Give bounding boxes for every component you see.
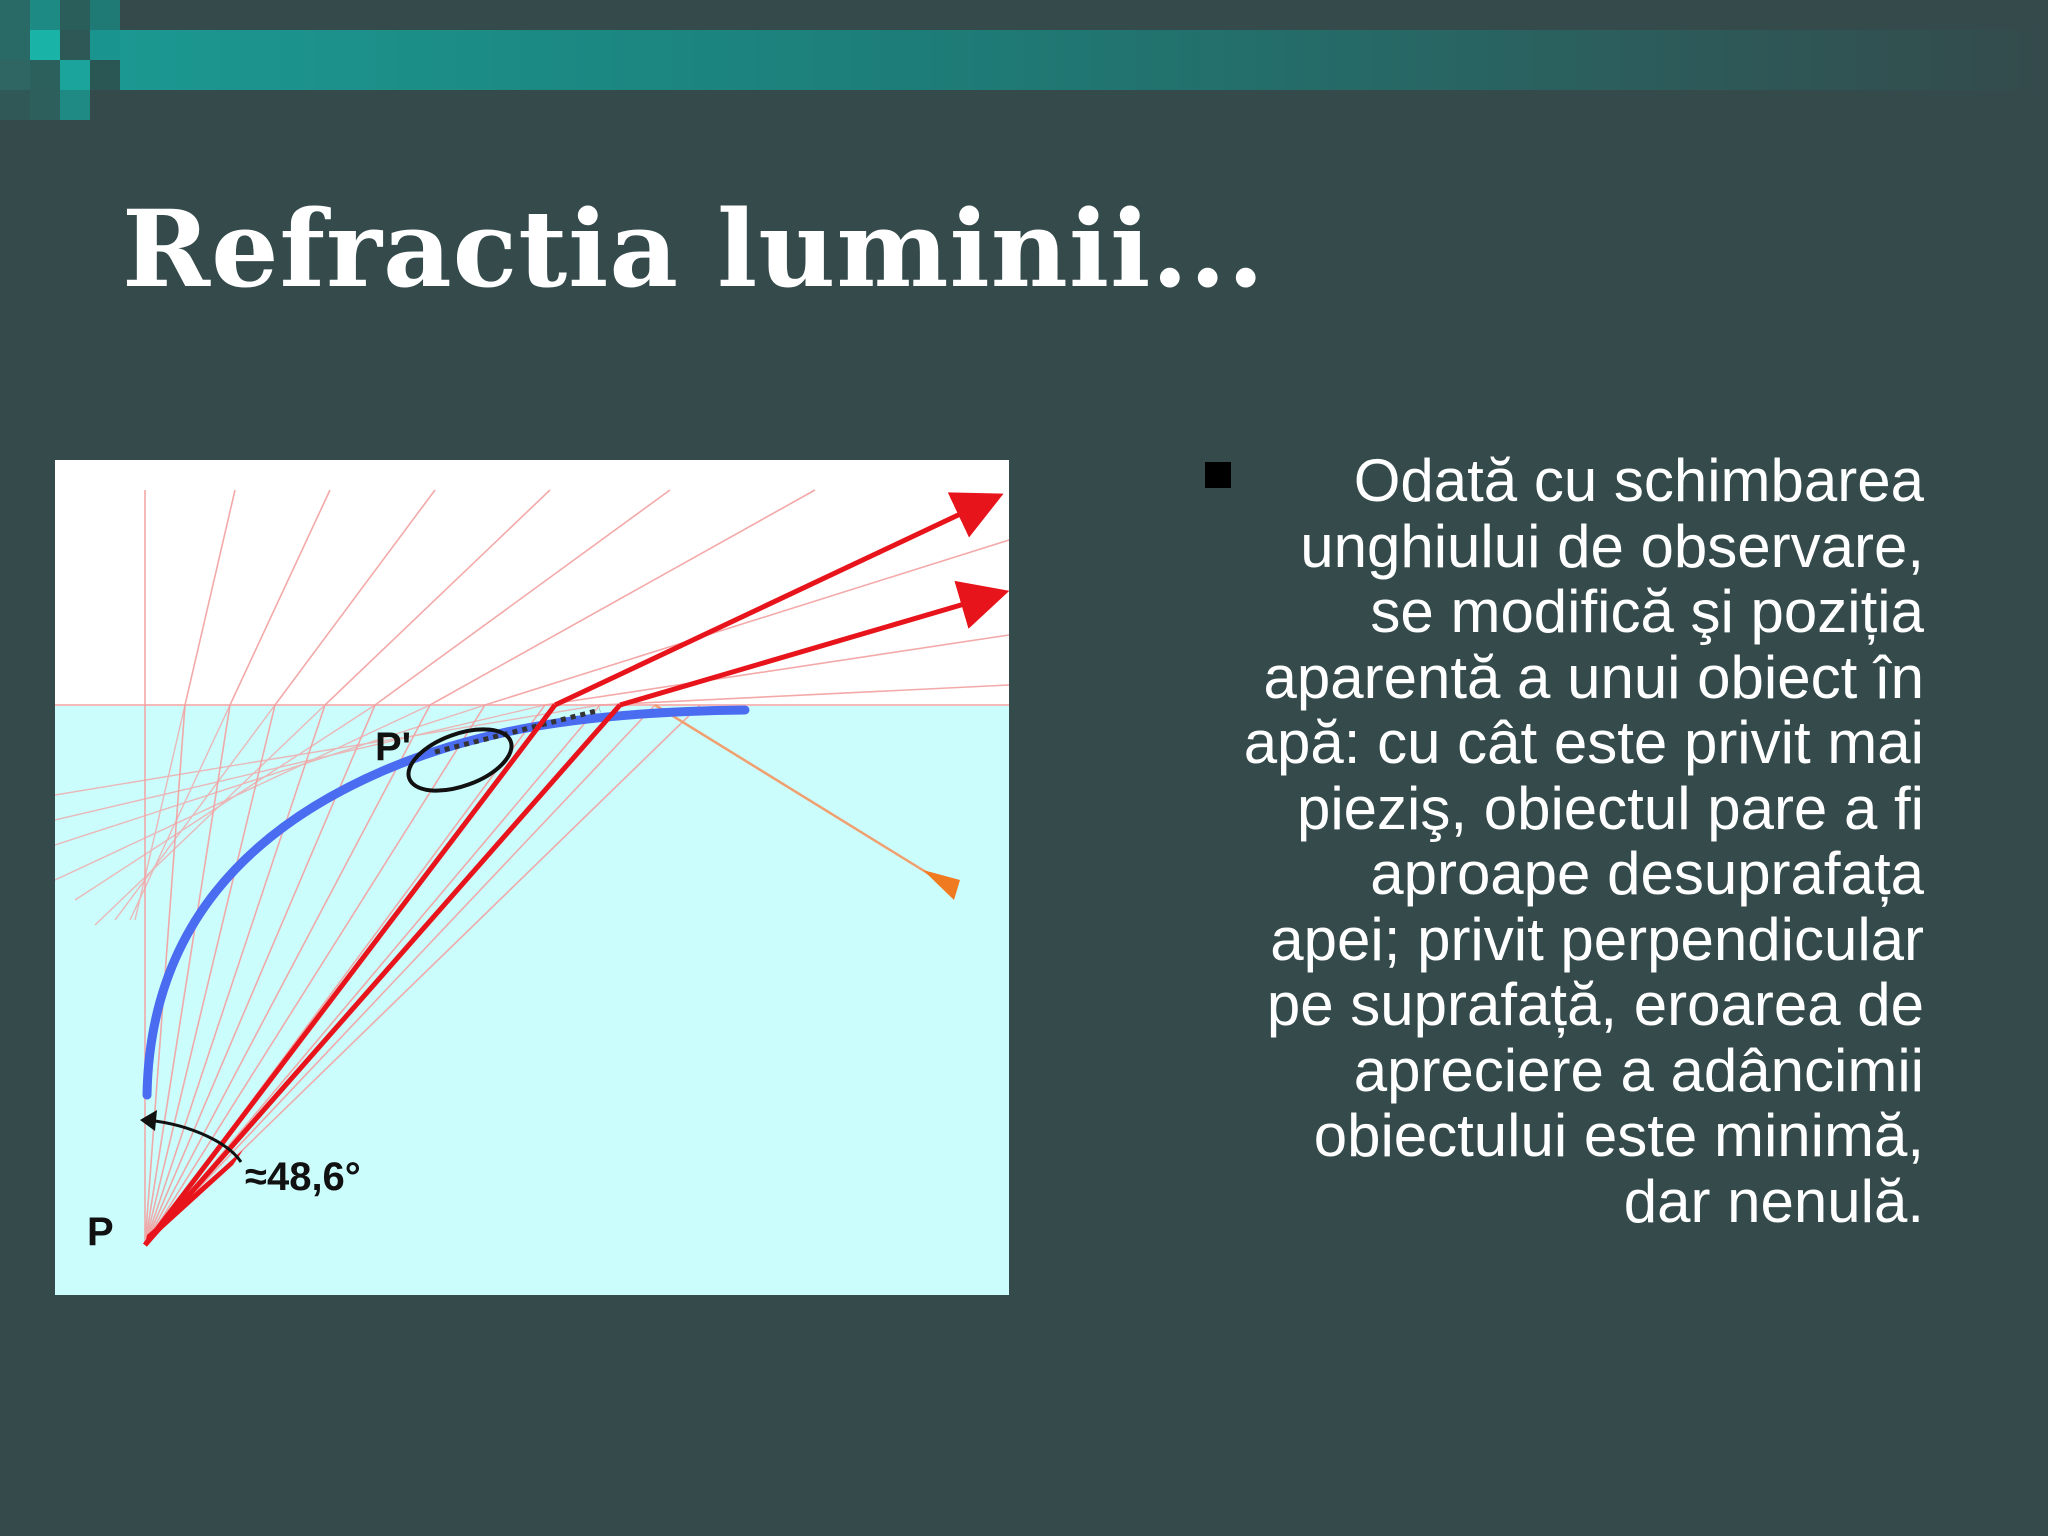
refraction-diagram-svg <box>55 460 1009 1295</box>
label-object-point: P <box>87 1210 114 1254</box>
bullet-item <box>1100 448 1924 1234</box>
slide-title: Refractia luminii... <box>122 186 1266 311</box>
refraction-diagram <box>55 460 1009 1295</box>
square-bullet-icon <box>1205 462 1231 488</box>
water-region <box>55 705 1009 1295</box>
label-critical-angle: ≈48,6° <box>245 1155 361 1199</box>
label-apparent-point: P' <box>375 725 412 769</box>
bullet-text: Odată cu schimbarea unghiului de observare, se modifică şi poziția aparentă a unui obiect în apă: cu cât este privit mai pieziş, obiectul pare a fi aproape desuprafața apei; privit perpendicular pe suprafață, eroarea de apreciere a adâncimii obiectului este minimă, dar nenulă. <box>1243 447 1924 1235</box>
title-accent-band <box>0 0 2048 125</box>
air-region <box>55 460 1009 705</box>
